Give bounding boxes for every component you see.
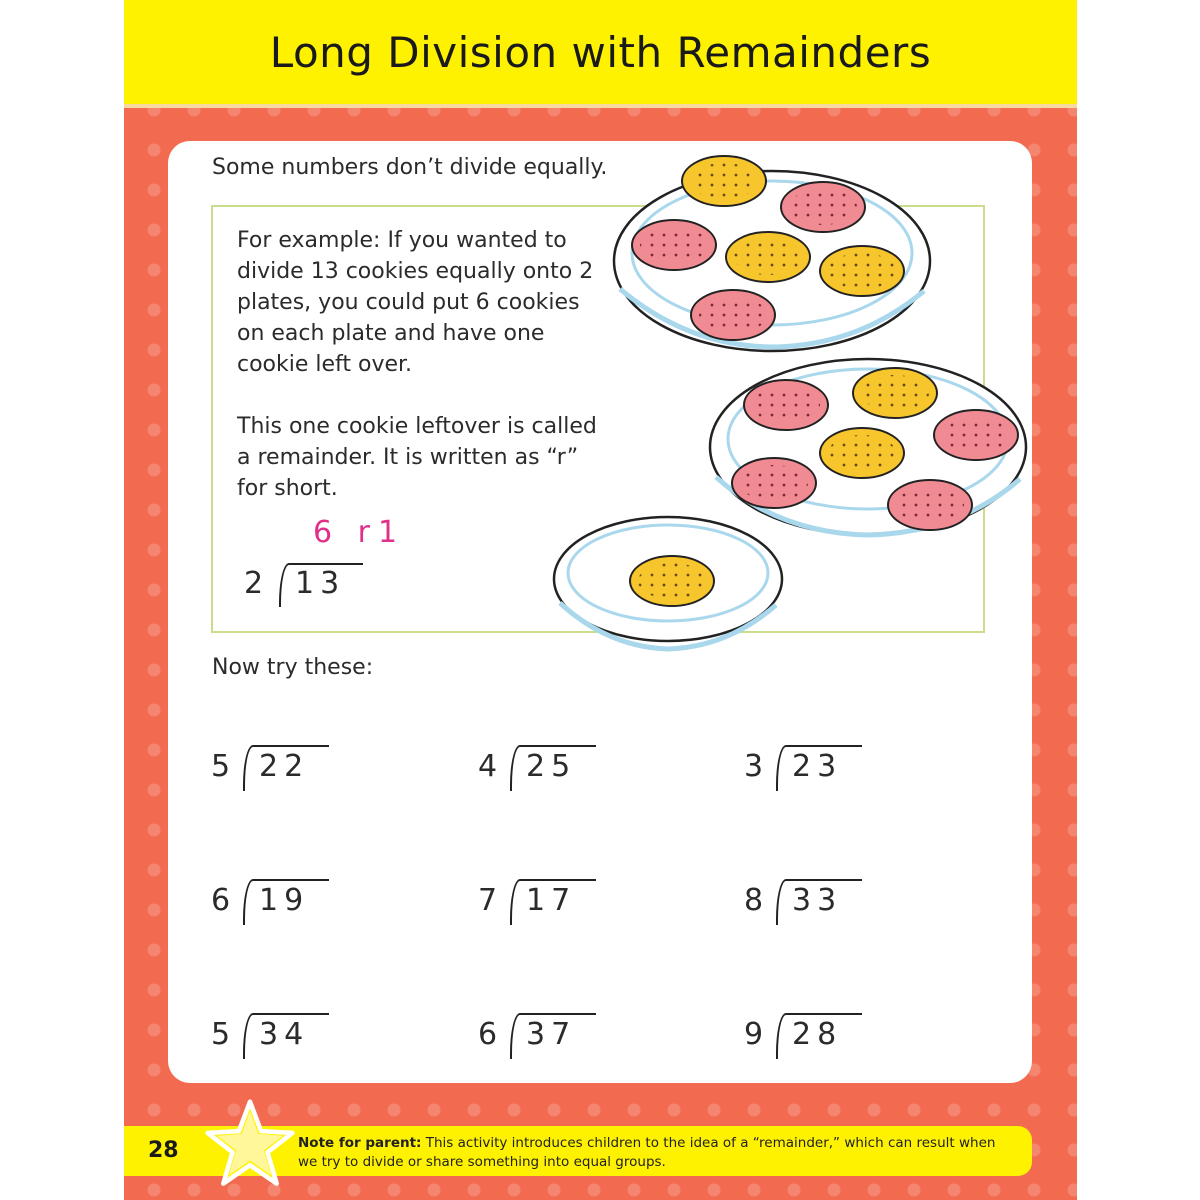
example-paragraph-1: For example: If you wanted to divide 13 cookies equally onto 2 plates, you could put 6 cookies on each plate and have one cookie left over. bbox=[237, 228, 594, 377]
divisor: 5 bbox=[211, 1017, 231, 1052]
cookie-icon bbox=[632, 220, 716, 270]
note-text: This activity introduces children to the idea of a “remainder,” which can result when we try to divide or share something into equal groups. bbox=[298, 1135, 996, 1170]
divisor: 7 bbox=[478, 883, 498, 918]
example-answer: 6 r1 bbox=[313, 515, 406, 550]
dividend: 28 bbox=[792, 1017, 843, 1052]
divisor: 9 bbox=[744, 1017, 764, 1052]
dividend: 19 bbox=[259, 883, 310, 918]
dividend: 33 bbox=[792, 883, 843, 918]
dividend: 23 bbox=[792, 749, 843, 784]
cookie-icon bbox=[853, 368, 937, 418]
divisor: 8 bbox=[744, 883, 764, 918]
cookie-icon bbox=[630, 556, 714, 606]
cookie-icon bbox=[744, 380, 828, 430]
star-icon bbox=[204, 1098, 296, 1190]
division-problem bbox=[478, 875, 638, 935]
cookie-icon bbox=[934, 410, 1018, 460]
example-divisor: 2 bbox=[244, 566, 264, 601]
division-problem bbox=[478, 1009, 638, 1069]
cookie-icon bbox=[820, 246, 904, 296]
note-label: Note for parent: bbox=[298, 1135, 422, 1151]
division-problem bbox=[744, 741, 904, 801]
cookie-plates-illustration bbox=[168, 141, 1032, 671]
divisor: 6 bbox=[478, 1017, 498, 1052]
page-number: 28 bbox=[148, 1138, 179, 1163]
dividend: 25 bbox=[526, 749, 577, 784]
cookie-icon bbox=[732, 458, 816, 508]
divisor: 6 bbox=[211, 883, 231, 918]
parent-note bbox=[298, 1134, 1018, 1172]
example-paragraph-2: This one cookie leftover is called a remainder. It is written as “r” for short. bbox=[237, 414, 597, 501]
divisor: 5 bbox=[211, 749, 231, 784]
division-problem bbox=[744, 875, 904, 935]
divisor: 3 bbox=[744, 749, 764, 784]
cookie-icon bbox=[726, 232, 810, 282]
page-header bbox=[124, 0, 1077, 108]
division-problem bbox=[744, 1009, 904, 1069]
cookie-icon bbox=[682, 156, 766, 206]
content-card bbox=[168, 141, 1032, 1083]
divisor: 4 bbox=[478, 749, 498, 784]
division-problem bbox=[211, 875, 371, 935]
division-problem bbox=[478, 741, 638, 801]
division-problem bbox=[211, 1009, 371, 1069]
page-title: Long Division with Remainders bbox=[269, 27, 932, 77]
cookie-icon bbox=[781, 182, 865, 232]
dividend: 17 bbox=[526, 883, 577, 918]
example-dividend: 13 bbox=[295, 566, 346, 601]
dividend: 37 bbox=[526, 1017, 577, 1052]
division-problem bbox=[211, 741, 371, 801]
cookie-icon bbox=[691, 290, 775, 340]
cookie-icon bbox=[820, 428, 904, 478]
dividend: 22 bbox=[259, 749, 310, 784]
workbook-page bbox=[124, 0, 1077, 1200]
dividend: 34 bbox=[259, 1017, 310, 1052]
try-these-label: Now try these: bbox=[212, 655, 374, 680]
intro-text: Some numbers don’t divide equally. bbox=[212, 155, 608, 180]
cookie-icon bbox=[888, 480, 972, 530]
